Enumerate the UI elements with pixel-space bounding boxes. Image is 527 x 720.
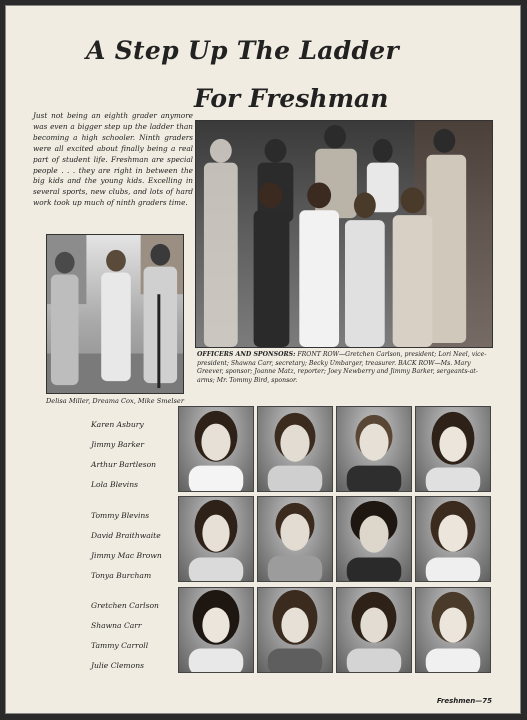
student-name: Karen Asbury (91, 420, 144, 429)
student-name: Tonya Burcham (91, 571, 152, 580)
student-portrait (257, 406, 333, 492)
group-caption-lead: OFFICERS AND SPONSORS: (197, 351, 296, 358)
intro-paragraph: Just not being an eighth grader anymore was even a bigger step up the ladder than becoming a high schooler. Ninth graders were all excited about finally being a real part of student life. Freshman are special people . . . they are right in between the big kids and the young kids. Excelling in several sports, new clubs, and lots of hard work took up much of ninth graders time. (33, 111, 193, 208)
portrait-figure (179, 497, 253, 581)
portrait-names-row-1 (91, 415, 156, 495)
student-portrait (336, 406, 412, 492)
group-photo-figures (196, 121, 492, 347)
portrait-figure (258, 588, 332, 672)
student-portrait (336, 587, 412, 673)
student-name: Shawna Carr (91, 621, 142, 630)
yearbook-page (5, 5, 521, 714)
portrait-figure (337, 497, 411, 581)
portrait-figure (179, 588, 253, 672)
portrait-figure (416, 497, 490, 581)
student-name: Julie Clemons (91, 661, 144, 670)
student-portrait (415, 587, 491, 673)
student-portrait (257, 587, 333, 673)
student-portrait (415, 406, 491, 492)
student-portrait (178, 496, 254, 582)
student-portrait (178, 406, 254, 492)
student-portrait (336, 496, 412, 582)
group-photo-caption (197, 351, 493, 385)
student-name: Tommy Blevins (91, 511, 150, 520)
page-title-line-1: A Step Up The Ladder (86, 36, 399, 65)
portrait-figure (337, 407, 411, 491)
student-name: Gretchen Carlson (91, 601, 159, 610)
portrait-figure (416, 588, 490, 672)
page-title-line-2: For Freshman (194, 84, 389, 113)
student-name: Tammy Carroll (91, 641, 149, 650)
candid-photo-caption: Delisa Miller, Dreama Cox, Mike Smelser (46, 397, 184, 405)
portrait-figure (416, 407, 490, 491)
candid-work-photo (46, 234, 184, 394)
student-portrait (178, 587, 254, 673)
candid-photo-figures (47, 235, 183, 393)
portrait-figure (179, 407, 253, 491)
student-name: David Braithwaite (91, 531, 161, 540)
student-portrait (257, 496, 333, 582)
portrait-figure (258, 407, 332, 491)
student-name: Lola Blevins (91, 480, 138, 489)
group-caption-text: FRONT ROW—Gretchen Carlson, president; Lori Neel, vice-president; Shawna Carr, secretary; Becky Umbarger, treasurer. BACK ROW—Ms. Mary Greever, sponsor; Joanne Matz, reporter; Joey Newberry and Jimmy Barker, sergeants-at-arms; Mr. Tommy Bird, sponsor. (197, 351, 487, 384)
student-name: Jimmy Barker (91, 440, 145, 449)
officers-group-photo (195, 120, 493, 348)
student-name: Jimmy Mac Brown (91, 551, 162, 560)
portrait-names-row-3 (91, 596, 159, 676)
page-folio: Freshmen—75 (436, 697, 492, 705)
portrait-figure (258, 497, 332, 581)
student-name: Arthur Bartleson (91, 460, 157, 469)
portrait-figure (337, 588, 411, 672)
student-portrait (415, 496, 491, 582)
portrait-names-row-2 (91, 506, 162, 586)
